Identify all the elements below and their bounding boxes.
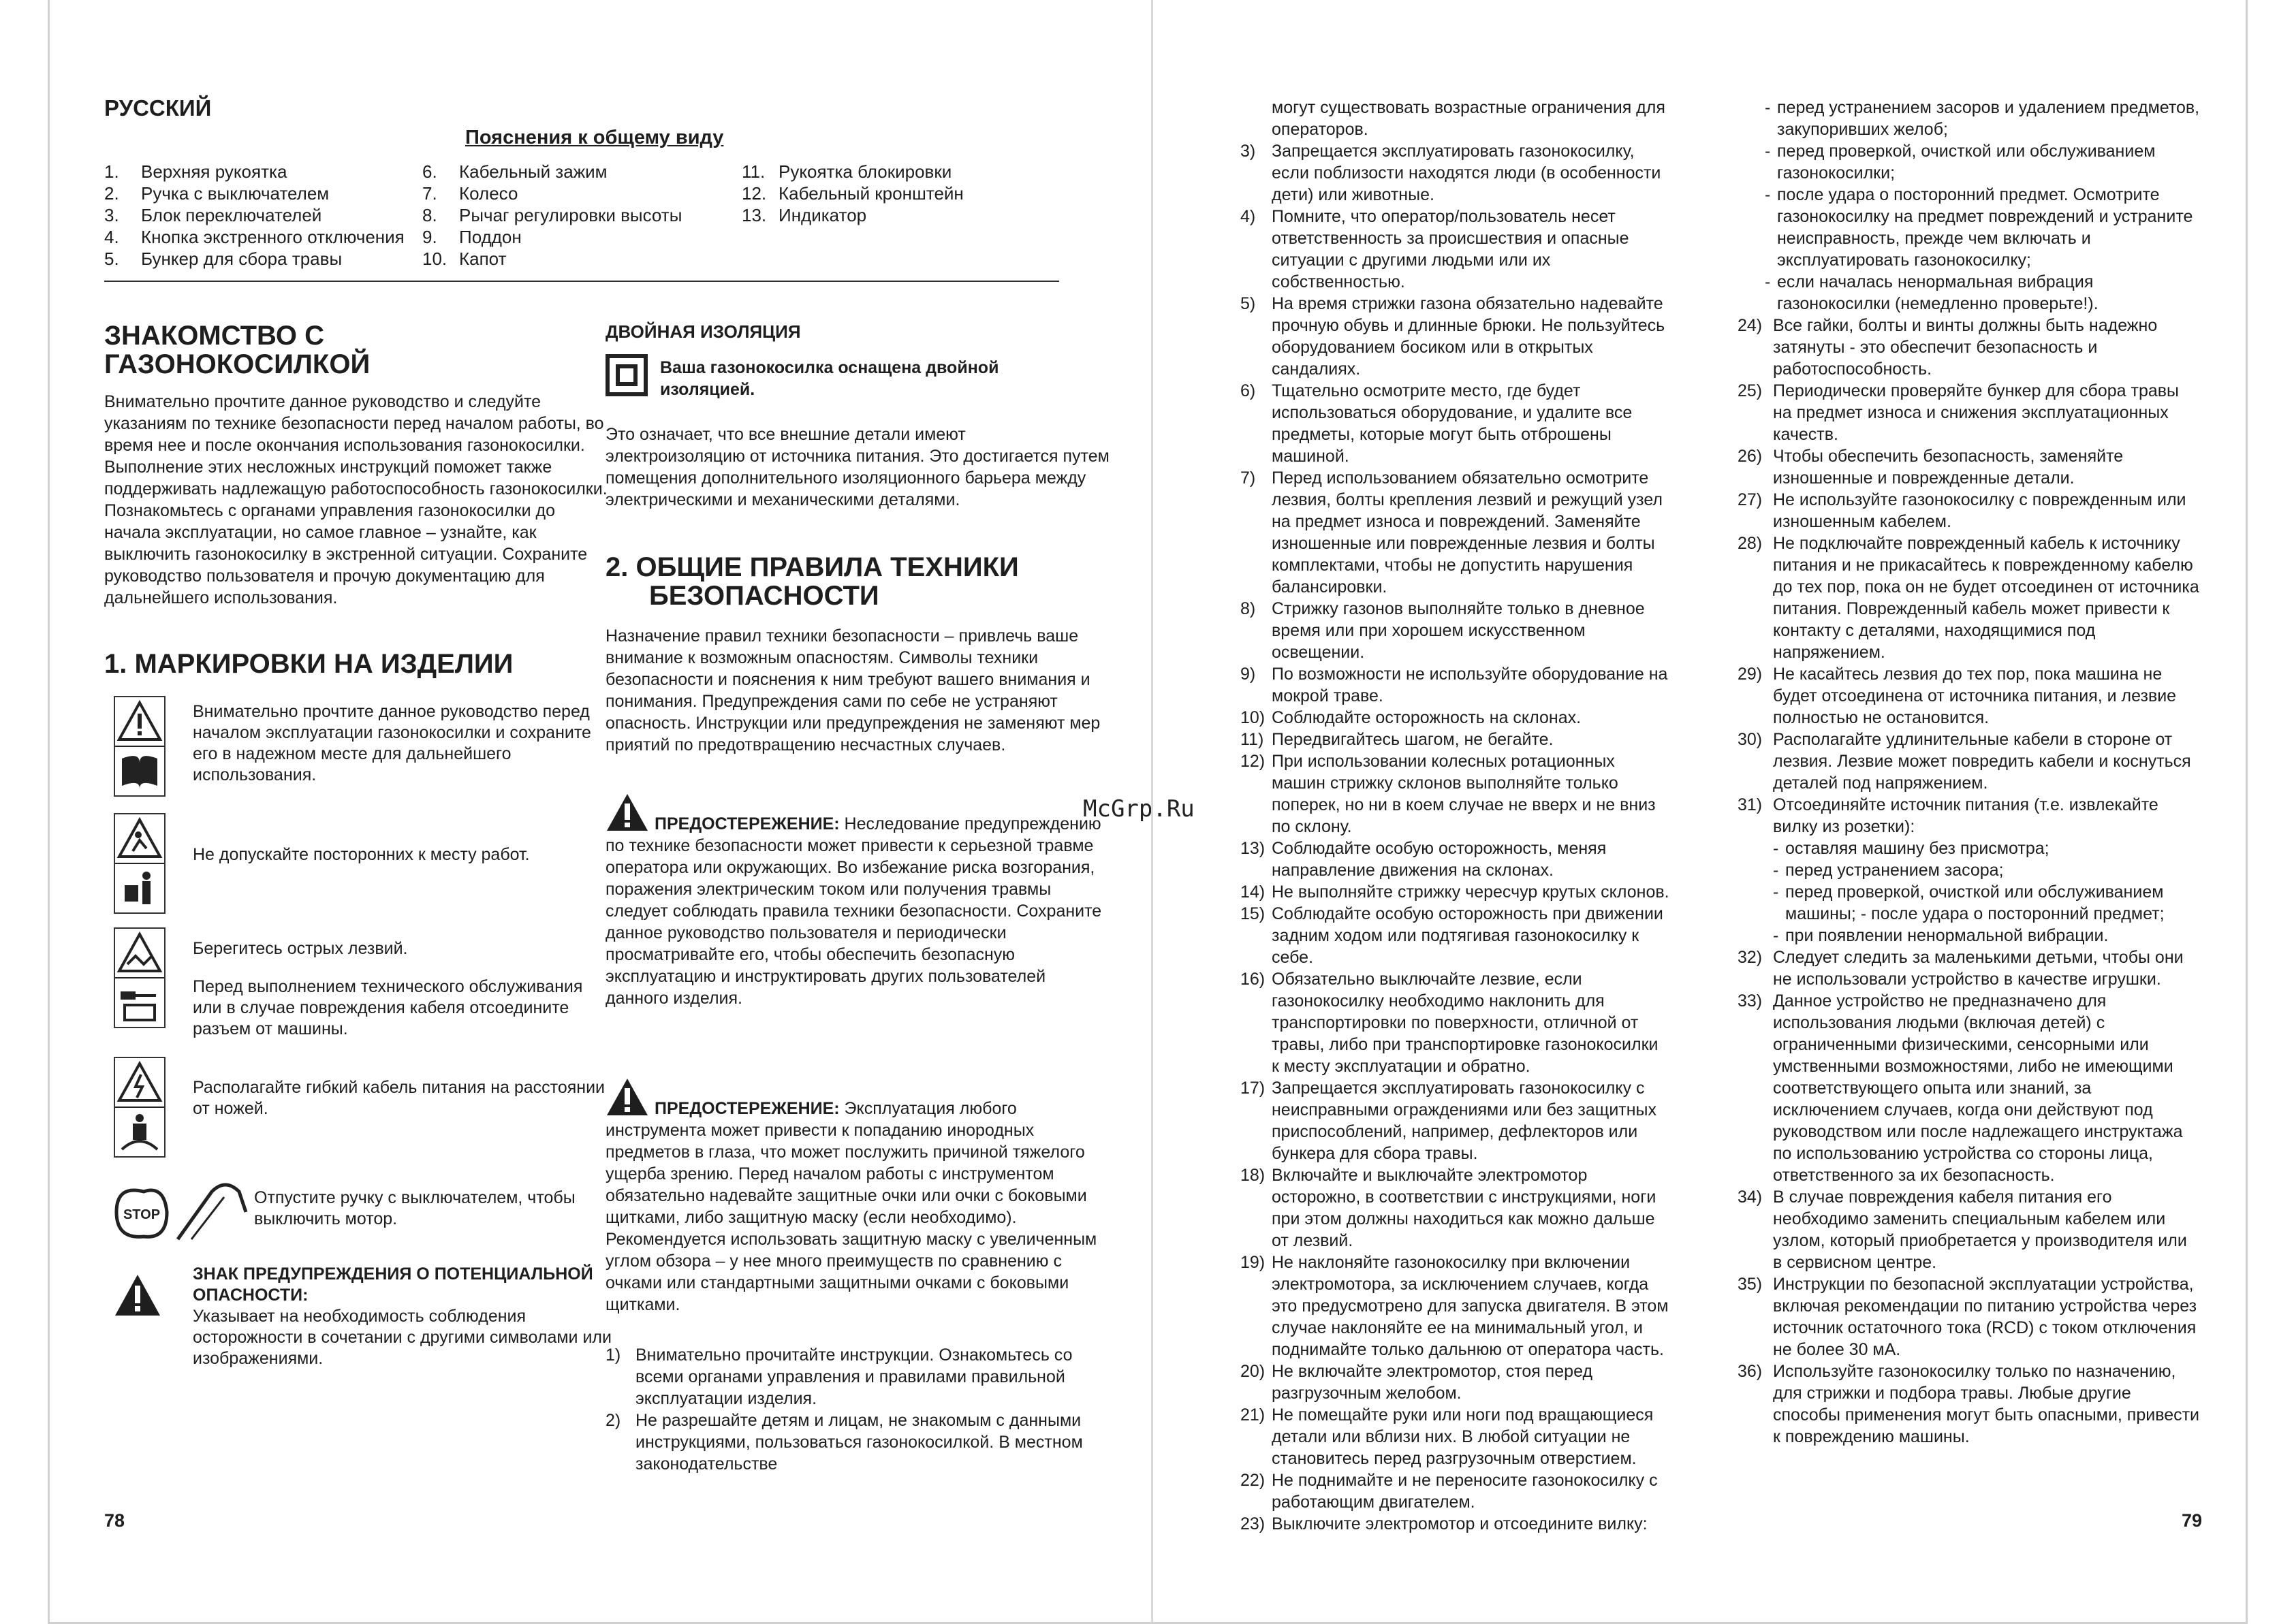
overview-item: 6. Кабельный зажим — [422, 161, 608, 182]
bystander-symbol — [114, 813, 166, 914]
rule-item: 8) Стрижку газонов выполняйте только в дневное время или при хорошем искусственном освещении. — [1240, 599, 1645, 662]
overview-item: 10. Капот — [422, 249, 507, 269]
overview-item: 13. Индикатор — [742, 205, 867, 225]
symbol-text-4: Располагайте гибкий кабель питания на расстоянии от ножей. — [193, 1078, 606, 1118]
rule-item: 16) Обязательно выключайте лезвие, если газонокосилку необходимо наклонить для транспортировки по поверхности, отличной от травы, либо при транспортировке газонокосилки к месту эксплуатации и обратно. — [1240, 970, 1659, 1076]
rule-item: 27) Не используйте газонокосилку с поврежденным или изношенным кабелем. — [1738, 490, 2186, 531]
bystander-warning-icon — [115, 814, 164, 912]
dash-item: - перед устранением засоров и удалением предметов, закупоривших желоб; — [1765, 98, 2200, 139]
rule-item: 21) Не помещайте руки или ноги под вращающиеся детали или вблизи них. В любой ситуации не становитесь перед разгрузочным отверстием. — [1240, 1405, 1654, 1468]
overview-item: 12. Кабельный кронштейн — [742, 183, 964, 204]
warning-label: ПРЕДОСТЕРЕЖЕНИЕ: — [655, 1099, 840, 1118]
warning-label: ПРЕДОСТЕРЕЖЕНИЕ: — [655, 814, 840, 833]
rule-item: 10) Соблюдайте осторожность на склонах. — [1240, 708, 1582, 727]
left-page — [48, 0, 1151, 1624]
dash-item: - если началась ненормальная вибрация газонокосилки (немедленно проверьте!). — [1765, 272, 2099, 313]
read-manual-symbol — [114, 696, 166, 797]
hazard-text: Указывает на необходимость соблюдения осторожности в сочетании с другими символами или изображениями. — [193, 1307, 612, 1368]
rule-item: 4) Помните, что оператор/пользователь несет ответственность за происшествия и опасные ситуации с другими людьми или их собственностью. — [1240, 207, 1629, 291]
rule-item: 11) Передвигайтесь шагом, не бегайте. — [1240, 730, 1554, 749]
blade-warning-icon — [115, 929, 164, 1027]
rule-item: 32) Следует следить за маленькими детьми, чтобы они не использовали устройство в качестве игрушки. — [1738, 948, 2184, 989]
symbol-text-2: Не допускайте посторонних к месту работ. — [193, 845, 530, 864]
rules-column-2 — [1738, 97, 2201, 1448]
dash-item: - перед устранением засора; — [1773, 861, 2004, 880]
rule-item: 35) Инструкции по безопасной эксплуатации устройства, включая рекомендации по питанию устройства через источник остаточного тока (RCD) с током отключения не более 30 мА. — [1738, 1275, 2197, 1359]
watermark: McGrp.Ru — [1083, 795, 1195, 823]
double-insulation-text: Это означает, что все внешние детали имеют электроизоляцию от источника питания. Это достигается путем помещения дополнительного изоляционного барьера между электрическими и механическими деталями. — [606, 425, 1110, 509]
rule-item: 13) Соблюдайте особую осторожность, меняя направление движения на склонах. — [1240, 839, 1607, 880]
page-number-left: 78 — [104, 1510, 125, 1531]
section-divider — [104, 281, 1059, 282]
dash-list — [1738, 97, 2201, 315]
overview-column-3 — [742, 161, 964, 226]
intro-text: Внимательно прочтите данное руководство и следуйте указаниям по технике безопасности перед началом работы, во время нее и после окончания использования газонокосилки. Выполнение этих несложных инструкций поможет также поддерживать надлежащую работоспособность газонокосилки. Познакомьтесь с органами управления газонокосилки до начала эксплуатации, но самое главное – узнайте, как выключить газонокосилку в экстренной ситуации. Сохраните руководство пользователя и прочую документацию для дальнейшего использования. — [104, 392, 608, 607]
electric-warning-icon — [115, 1058, 164, 1156]
stop-label: STOP — [123, 1207, 161, 1222]
rule-item: 36) Используйте газонокосилку только по назначению, для стрижки и подбора травы. Любые другие способы применения могут быть опасными, привести к повреждению машины. — [1738, 1362, 2200, 1446]
rule-item: 20) Не включайте электромотор, стоя перед разгрузочным желобом. — [1240, 1362, 1593, 1403]
overview-item: 7. Колесо — [422, 183, 518, 204]
cable-symbol — [114, 1057, 166, 1158]
markings-heading: 1. МАРКИРОВКИ НА ИЗДЕЛИИ — [104, 649, 514, 679]
intro-heading: ЗНАКОМСТВО С ГАЗОНОКОСИЛКОЙ — [104, 321, 371, 379]
rule-item: 17) Запрещается эксплуатировать газонокосилку с неисправными ограждениями или без защитных приспособлений, например, дефлекторов или бункера для сбора травы. — [1240, 1079, 1657, 1163]
overview-title: Пояснения к общему виду — [465, 127, 724, 148]
language-label: РУССКИЙ — [104, 95, 212, 121]
overview-item: 8. Рычаг регулировки высоты — [422, 205, 682, 225]
rule-item: 6) Тщательно осмотрите место, где будет использоваться оборудование, и удалите все предметы, которые могут быть отброшены машиной. — [1240, 381, 1633, 466]
double-insulation-title: ДВОЙНАЯ ИЗОЛЯЦИЯ — [606, 321, 801, 342]
symbol-text-3a: Берегитесь острых лезвий. — [193, 939, 408, 958]
rule-item: 34) В случае повреждения кабеля питания его необходимо заменить специальным кабелем или узлом, который приобретается у производителя или в сервисном центре. — [1738, 1188, 2187, 1272]
overview-item: 2. Ручка с выключателем — [104, 183, 330, 204]
dash-item: - перед проверкой, очисткой или обслуживанием газонокосилки; — [1765, 142, 2156, 182]
rule-item: 14) Не выполняйте стрижку чересчур крутых склонов. — [1240, 882, 1669, 902]
warning-triangle-icon — [606, 793, 649, 832]
overview-item: 3. Блок переключателей — [104, 205, 322, 225]
page-number-right: 79 — [2182, 1510, 2203, 1531]
rule-item: 15) Соблюдайте особую осторожность при движении задним ходом или подтягивая газонокосилку к себе. — [1240, 904, 1663, 967]
rule-item: 26) Чтобы обеспечить безопасность, заменяйте изношенные и поврежденные детали. — [1738, 447, 2124, 488]
rule-item: 33) Данное устройство не предназначено для использования людьми (включая детей) с ограниченными физическими, сенсорными или умственными возможностями, либо не имеющими соответствующего опыта или знаний, за исключением случаев, когда они действуют под руководством или после надлежащего инструктажа по использованию устройства со стороны лица, ответственного за их безопасность. — [1738, 991, 2183, 1185]
rule-item: 30) Располагайте удлинительные кабели в стороне от лезвия. Лезвие может повредить кабели и коснуться деталей под напряжением. — [1738, 730, 2191, 793]
dash-item: - при появлении ненормальной вибрации. — [1773, 926, 2109, 945]
rule-item: 3) Запрещается эксплуатировать газонокосилку, если поблизости находятся люди (в особенности дети) или животные. — [1240, 142, 1661, 204]
warning-triangle-icon — [606, 1077, 649, 1117]
overview-item: 11. Рукоятка блокировки — [742, 161, 952, 182]
rule-item: 29) Не касайтесь лезвия до тех пор, пока машина не будет отсоединена от источника питания, и лезвие полностью не остановится. — [1738, 665, 2177, 727]
warning-2: ПРЕДОСТЕРЕЖЕНИЕ: Эксплуатация любого инструмента может привести к попаданию инородных предметов в глаза, что может послужить причиной тяжелого ущерба зрению. Перед началом работы с инструментом обязательно надевайте защитные очки или очки с боковыми щитками, либо защитную маску (если необходимо). Рекомендуется использовать защитную маску с увеличенным углом обзора – у нее много преимуществ по сравнению с очками или стандартными защитными очками с боковыми щитками. — [606, 1077, 1110, 1316]
safety-intro: Назначение правил техники безопасности – привлечь ваше внимание к возможным опасностям. Символы техники безопасности и пояснения к ним требуют вашего внимания и понимания. Предупреждения сами по себе не устраняют опасность. Инструкции или предупреждения не заменяют мер приятий по предотвращению несчастных случаев. — [606, 626, 1101, 754]
dash-item: - оставляя машину без присмотра; — [1773, 839, 2049, 858]
rule-item: 7) Перед использованием обязательно осмотрите лезвия, болты крепления лезвий и режущий узел на предмет износа и повреждений. Заменяйте изношенные или поврежденные лезвия и болты комплектами, чтобы не допустить нарушения балансировки. — [1240, 468, 1663, 596]
right-page — [1151, 0, 2248, 1624]
dash-item: - перед проверкой, очисткой или обслуживанием машины; - после удара о посторонний предмет; — [1773, 882, 2165, 923]
blade-symbol — [114, 927, 166, 1028]
rule-continuation: могут существовать возрастные ограничения для операторов. — [1272, 98, 1665, 139]
rule-2: 2) Не разрешайте детям и лицам, не знакомым с данными инструкциями, пользоваться газонокосилкой. В местном законодательстве — [606, 1411, 1083, 1474]
dash-item: - после удара о посторонний предмет. Осмотрите газонокосилку на предмет повреждений и устраните неисправность, прежде чем включать и эксплуатировать газонокосилку; — [1765, 185, 2193, 270]
rules-column-1 — [1240, 97, 1669, 1535]
rule-1: 1) Внимательно прочитайте инструкции. Ознакомьтесь со всеми органами управления и правилами правильной эксплуатации изделия. — [606, 1346, 1073, 1408]
stop-handle-icon — [110, 1171, 260, 1253]
overview-item: 4. Кнопка экстренного отключения — [104, 227, 405, 247]
rule-item: 12) При использовании колесных ротационных машин стрижку склонов выполняйте только поперек, но ни в коем случае не вверх и не вниз по склону. — [1240, 752, 1656, 836]
double-insulation-bold: Ваша газонокосилка оснащена двойной изоляцией. — [660, 358, 999, 399]
overview-column-2 — [422, 161, 682, 270]
rule-item: 25) Периодически проверяйте бункер для сбора травы на предмет износа и снижения эксплуатационных качеств. — [1738, 381, 2180, 444]
double-insulation-icon — [606, 354, 648, 396]
symbol-text-5: Отпустите ручку с выключателем, чтобы выключить мотор. — [254, 1188, 576, 1228]
overview-item: 1. Верхняя рукоятка — [104, 161, 287, 182]
symbol-text-1: Внимательно прочтите данное руководство перед началом эксплуатации газонокосилки и сохраните его в надежном месте для дальнейшего использования. — [193, 702, 591, 784]
rule-item: 18) Включайте и выключайте электромотор осторожно, в соответствии с инструкциями, ноги при этом должны находиться как можно дальше от лезвий. — [1240, 1166, 1656, 1250]
rule-item: 28) Не подключайте поврежденный кабель к источнику питания и не прикасайтесь к поврежденному кабелю до тех пор, пока он не будет отсоединен от источника питания. Поврежденный кабель может привести к контакту с деталями, находящимися под напряжением. — [1738, 534, 2199, 662]
overview-item: 9. Поддон — [422, 227, 522, 247]
hazard-title: ЗНАК ПРЕДУПРЕЖДЕНИЯ О ПОТЕНЦИАЛЬНОЙ ОПАСНОСТИ: — [193, 1264, 593, 1305]
rule-item: 22) Не поднимайте и не переносите газонокосилку с работающим двигателем. — [1240, 1471, 1658, 1512]
rule-item: 5) На время стрижки газона обязательно надевайте прочную обувь и длинные брюки. Не пользуйтесь оборудованием босиком или в открытых сандалиях. — [1240, 294, 1665, 379]
rule-item: 31) Отсоединяйте источник питания (т.е. извлекайте вилку из розетки): — [1738, 795, 2158, 836]
warning-1: ПРЕДОСТЕРЕЖЕНИЕ: Неследование предупреждению по технике безопасности может привести к серьезной травме оператора или окружающих. Во избежание риска возгорания, поражения электрическим током или получения травмы следует соблюдать правила техники безопасности. Сохраните данное руководство пользователя и периодически просматривайте его, чтобы обеспечить безопасную эксплуатацию и инструктировать других пользователей данного изделия. — [606, 793, 1110, 1009]
rule-item: 19) Не наклоняйте газонокосилку при включении электромотора, за исключением случаев, когда это предусмотрено для запуска двигателя. В этом случае наклоняйте ее на минимальный угол, и поднимайте только дальнюю от оператора часть. — [1240, 1253, 1669, 1359]
warning-manual-icon — [115, 697, 164, 795]
rule-item: 24) Все гайки, болты и винты должны быть надежно затянуты - это обеспечит безопасность и работоспособность. — [1738, 316, 2158, 379]
hazard-triangle-icon — [114, 1273, 161, 1317]
overview-column-1 — [104, 161, 405, 270]
rule-item: 23) Выключите электромотор и отсоедините вилку: — [1240, 1514, 1648, 1533]
dash-list — [1738, 838, 2201, 946]
symbol-text-3b: Перед выполнением технического обслуживания или в случае повреждения кабеля отсоедините разъем от машины. — [193, 977, 583, 1038]
rule-item: 9) По возможности не используйте оборудование на мокрой траве. — [1240, 665, 1668, 705]
overview-item: 5. Бункер для сбора травы — [104, 249, 343, 269]
safety-heading: 2. ОБЩИЕ ПРАВИЛА ТЕХНИКИ БЕЗОПАСНОСТИ — [606, 552, 1019, 611]
